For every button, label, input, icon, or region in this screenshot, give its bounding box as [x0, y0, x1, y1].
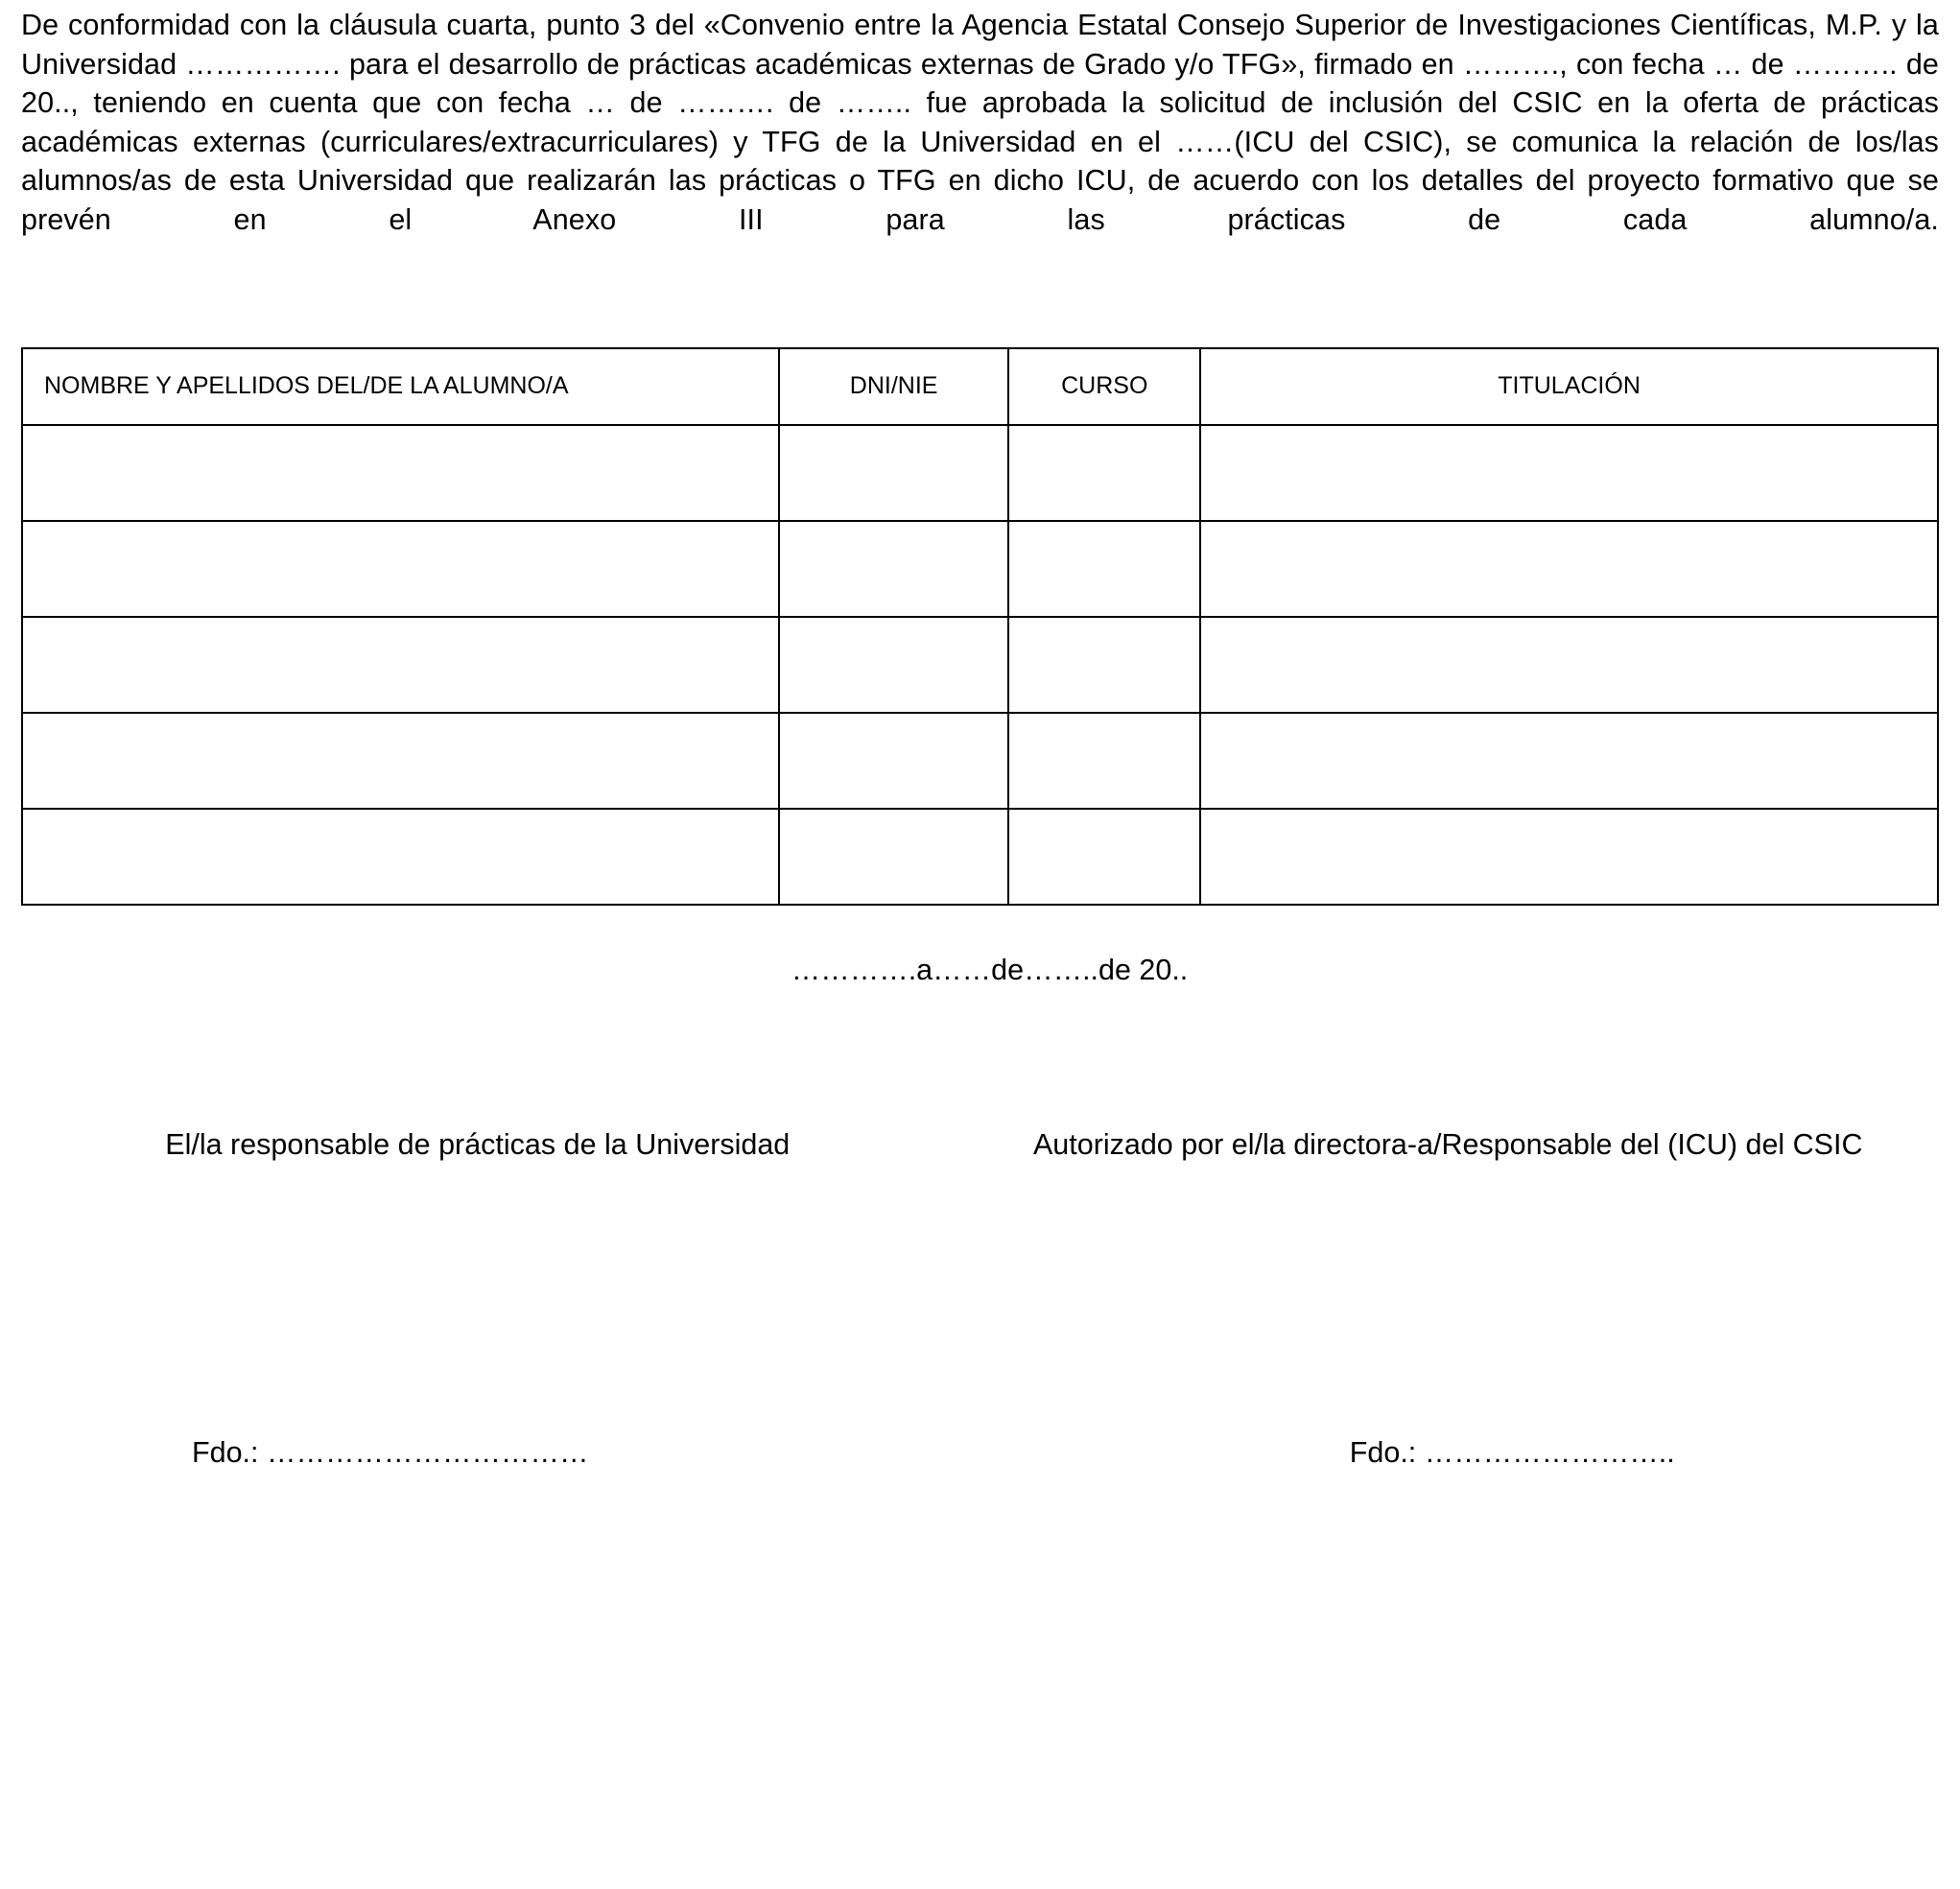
- students-table: [21, 347, 1939, 906]
- cell-dni[interactable]: [779, 425, 1009, 521]
- cell-dni[interactable]: [779, 617, 1009, 713]
- cell-curso[interactable]: [1008, 521, 1200, 617]
- cell-dni[interactable]: [779, 809, 1009, 905]
- column-header-curso: CURSO: [1008, 348, 1200, 425]
- cell-name[interactable]: [22, 521, 779, 617]
- cell-titulacion[interactable]: [1200, 809, 1938, 905]
- cell-name[interactable]: [22, 425, 779, 521]
- paragraph-table-spacer: [21, 278, 1939, 347]
- intro-paragraph: De conformidad con la cláusula cuarta, punto 3 del «Convenio entre la Agencia Estatal Consejo Superior de Investigaciones Científicas, M.P. y la Universidad ……………. para el desarrollo de prácticas académicas externas de Grado y/o TFG», firmado en ………., con fecha … de ……….. de 20.., teniendo en cuenta que con fecha … de ………. de …….. fue aprobada la solicitud de inclusión del CSIC en la oferta de prácticas académicas externas (curriculares/extracurriculares) y TFG de la Universidad en el ……(ICU del CSIC), se comunica la relación de los/las alumnos/as de esta Universidad que realizarán las prácticas o TFG en dicho ICU, de acuerdo con los detalles del proyecto formativo que se prevén en el Anexo III para las prácticas de cada alumno/a.: [21, 9, 1939, 236]
- table-row: [22, 521, 1938, 617]
- cell-curso[interactable]: [1008, 713, 1200, 809]
- signature-title-university: El/la responsable de prácticas de la Universidad: [165, 1127, 791, 1161]
- cell-curso[interactable]: [1008, 809, 1200, 905]
- table-row: [22, 713, 1938, 809]
- signature-fdo-row: [21, 1436, 1939, 1470]
- table-header-row: [22, 348, 1938, 425]
- cell-name[interactable]: [22, 617, 779, 713]
- signature-title-csic: Autorizado por el/la directora-a/Responsable del (ICU) del CSIC: [1032, 1127, 1863, 1161]
- column-header-name: NOMBRE Y APELLIDOS DEL/DE LA ALUMNO/A: [22, 348, 779, 425]
- cell-name[interactable]: [22, 809, 779, 905]
- cell-titulacion[interactable]: [1200, 425, 1938, 521]
- table-row: [22, 425, 1938, 521]
- cell-titulacion[interactable]: [1200, 617, 1938, 713]
- signature-titles-row: [21, 1125, 1939, 1165]
- cell-curso[interactable]: [1008, 425, 1200, 521]
- cell-dni[interactable]: [779, 713, 1009, 809]
- cell-titulacion[interactable]: [1200, 713, 1938, 809]
- cell-curso[interactable]: [1008, 617, 1200, 713]
- fdo-csic: Fdo.: ……………………..: [1349, 1436, 1675, 1470]
- cell-name[interactable]: [22, 713, 779, 809]
- cell-titulacion[interactable]: [1200, 521, 1938, 617]
- table-row: [22, 809, 1938, 905]
- fdo-university: Fdo.: ……………………………: [192, 1436, 589, 1470]
- table-row: [22, 617, 1938, 713]
- place-date-line: ………….a……de……..de 20..: [791, 953, 1189, 986]
- cell-dni[interactable]: [779, 521, 1009, 617]
- column-header-titulacion: TITULACIÓN: [1200, 348, 1938, 425]
- column-header-dni: DNI/NIE: [779, 348, 1009, 425]
